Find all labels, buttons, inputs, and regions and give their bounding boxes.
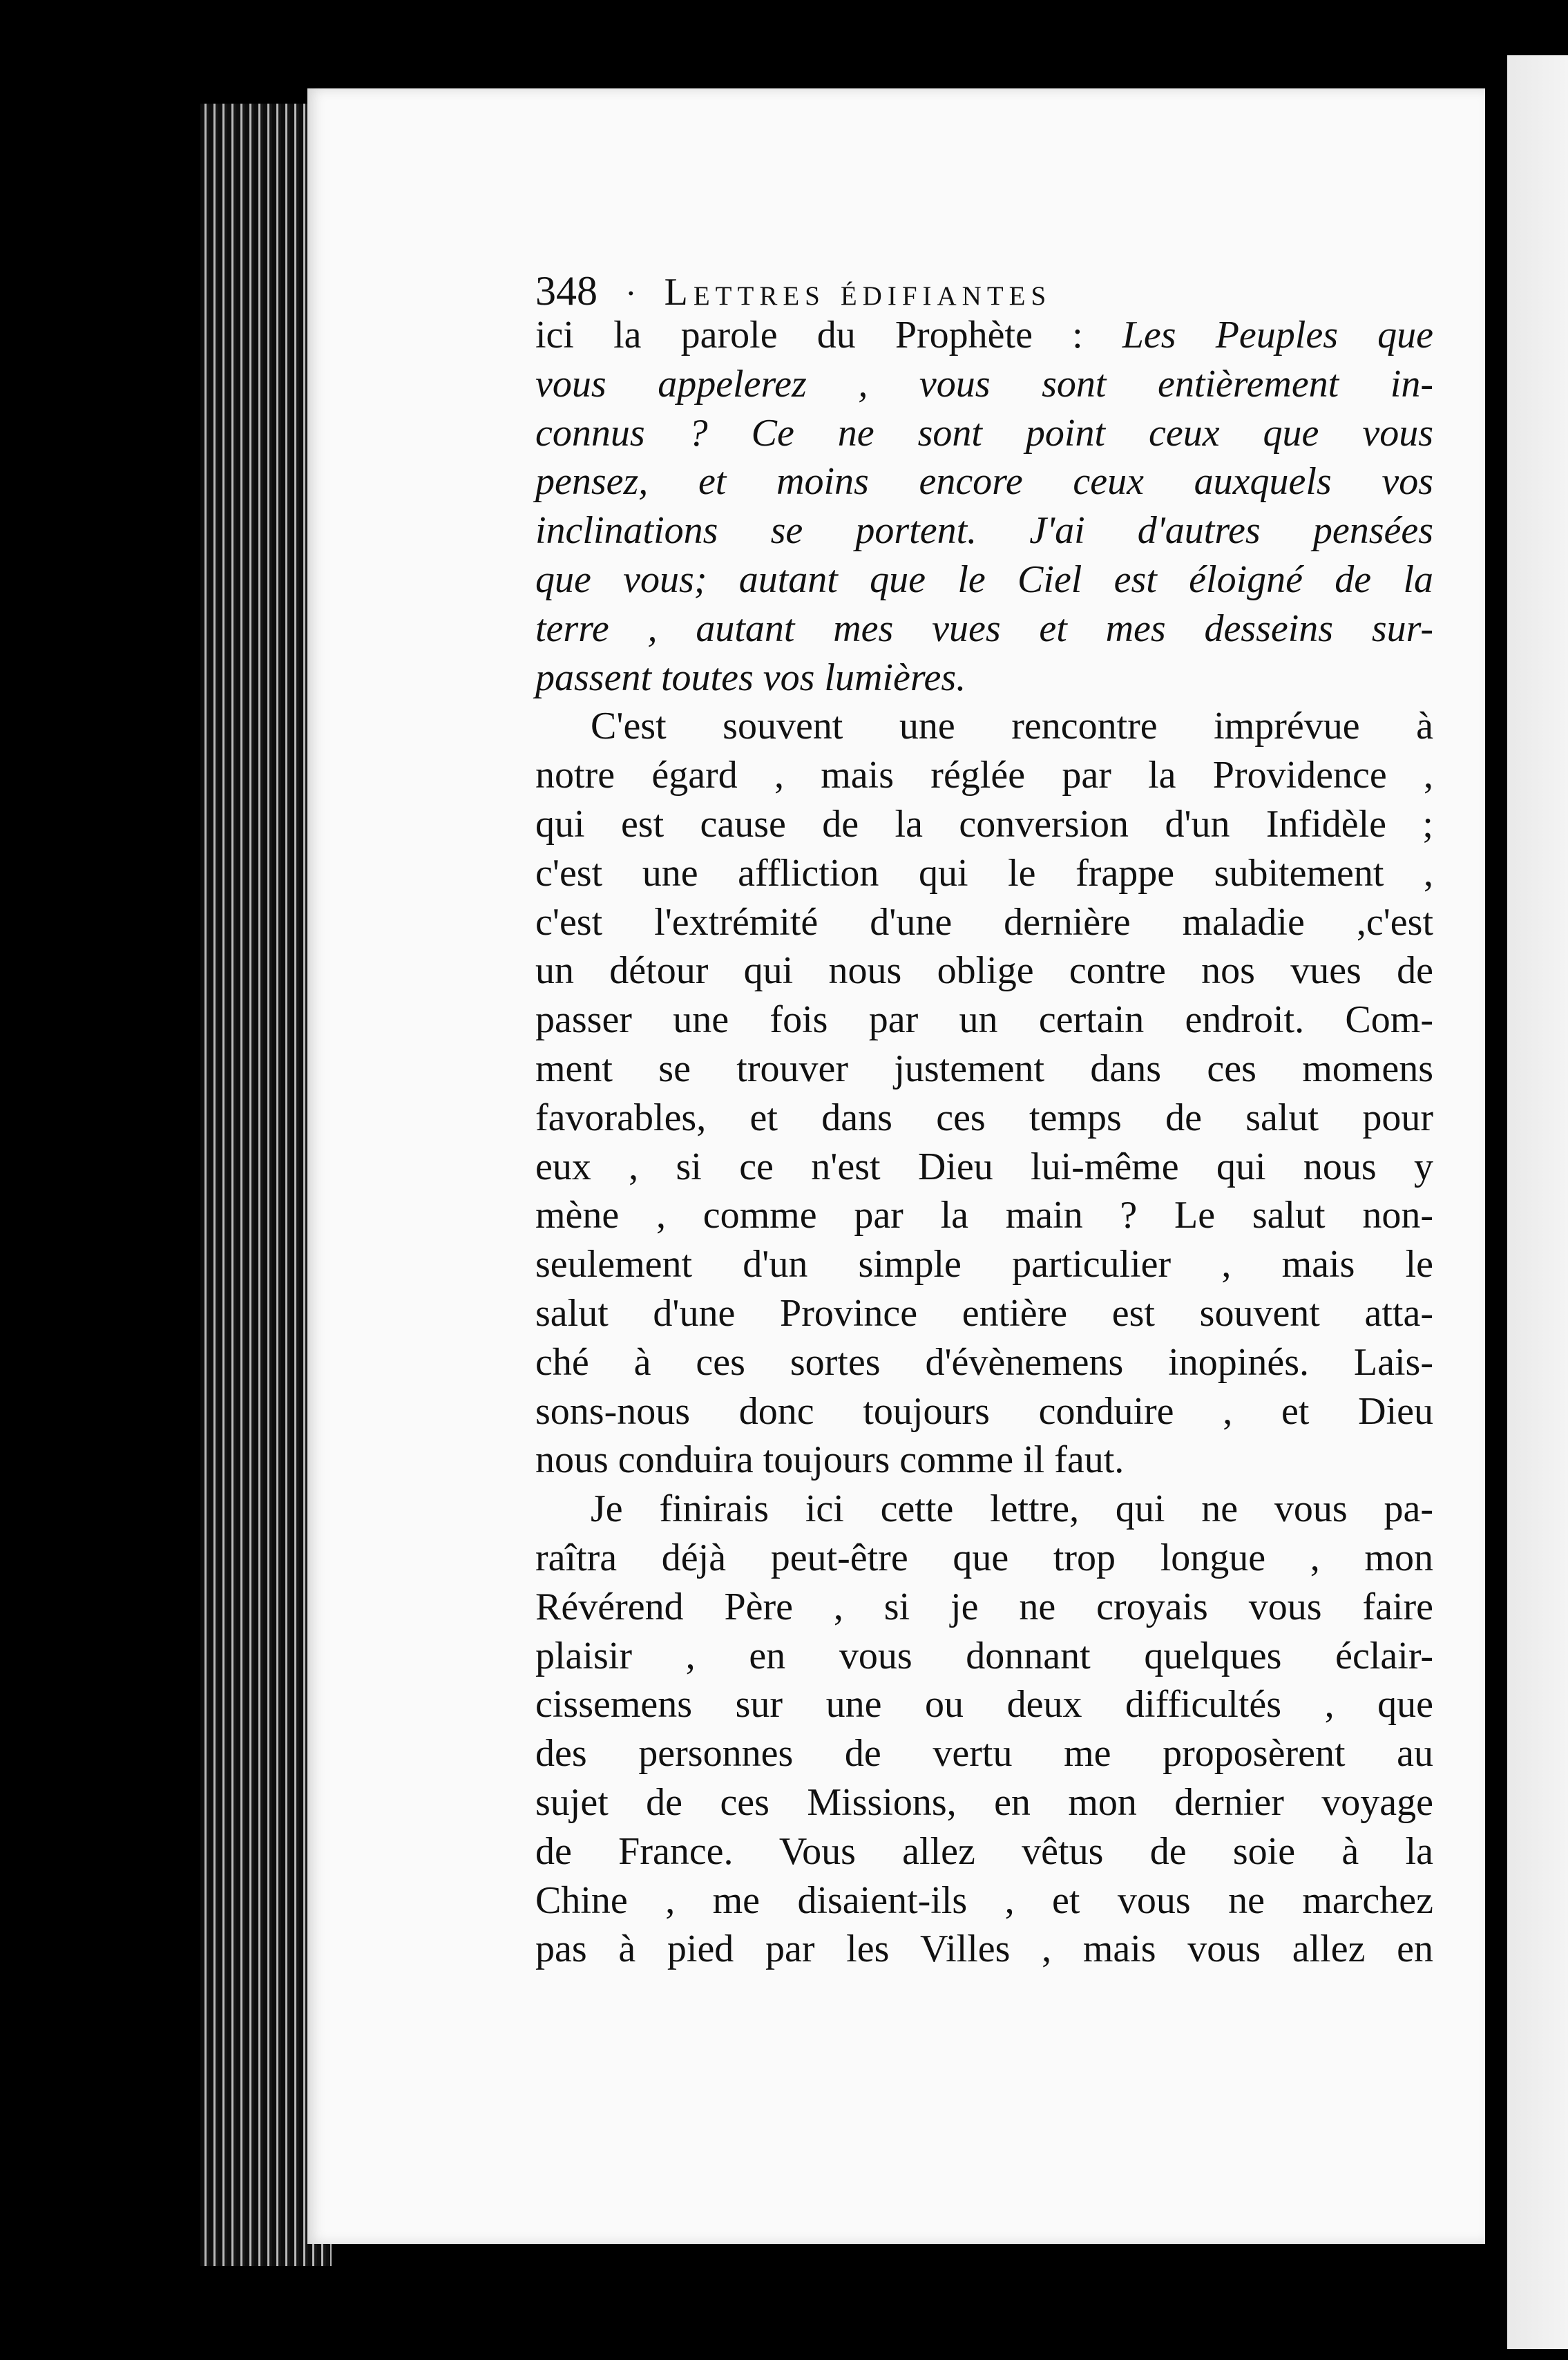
text-line [535,1729,1433,1778]
text-line [535,1045,1433,1094]
roman-text: cissemens sur une ou deux difficultés , que [535,1683,1433,1726]
italic-text: pensez, et moins encore ceux auxquels vos [535,460,1433,504]
text-line [535,1143,1433,1192]
roman-text: un détour qui nous oblige contre nos vues de [535,949,1433,993]
roman-text: C'est souvent une rencontre imprévue à [591,705,1433,748]
running-head-separator: · [625,274,637,312]
text-line [535,1289,1433,1338]
roman-text: pas à pied par les Villes , mais vous allez en [535,1928,1433,1971]
text-line [535,555,1433,605]
roman-text: mène , comme par la main ? Le salut non- [535,1194,1433,1237]
roman-text: c'est une affliction qui le frappe subitement , [535,851,1433,895]
italic-text: que vous; autant que le Ciel est éloigné de la [535,558,1433,601]
roman-text: ment se trouver justement dans ces momens [535,1047,1433,1090]
roman-text: Chine , me disaient-ils , et vous ne marchez [535,1878,1433,1922]
text-line [535,360,1433,409]
text-line [535,751,1433,800]
page-number: 348 [535,268,597,314]
text-line [535,1534,1433,1583]
text-line [535,1925,1433,1974]
italic-text: passent toutes vos lumières. [535,656,966,699]
text-block [535,267,1433,1974]
text-line [535,898,1433,947]
text-line [535,1387,1433,1436]
running-head-title: Lettres édifiantes [664,271,1052,314]
roman-text: Révérend Père , si je ne croyais vous faire [535,1585,1433,1628]
italic-text: Les Peuples que [1122,314,1433,356]
text-line [535,1240,1433,1289]
text-line [535,1583,1433,1632]
text-line [535,1680,1433,1729]
roman-text: ché à ces sortes d'évènemens inopinés. Lais- [535,1340,1433,1384]
roman-text: plaisir , en vous donnant quelques éclair- [535,1634,1433,1677]
text-line [535,605,1433,654]
roman-text: eux , si ce n'est Dieu lui-même qui nous y [535,1145,1433,1188]
roman-text: sons-nous donc toujours conduire , et Dieu [535,1389,1433,1433]
roman-text: sujet de ces Missions, en mon dernier voyage [535,1780,1433,1824]
text-line [535,1632,1433,1681]
text-line [535,946,1433,996]
text-line [535,457,1433,506]
roman-text: passer une fois par un certain endroit. Com- [535,998,1433,1042]
italic-text: vous appelerez , vous sont entièrement in- [535,362,1433,406]
text-line [535,1338,1433,1387]
text-line [535,1827,1433,1876]
text-line [535,996,1433,1045]
roman-text: des personnes de vertu me proposèrent au [535,1732,1433,1776]
page [307,88,1485,2244]
text-line [535,654,1433,703]
text-line [535,311,1433,360]
text-line [535,1436,1433,1485]
text-line [535,506,1433,555]
text-line [535,1191,1433,1240]
text-line [535,1485,1433,1534]
roman-text: notre égard , mais réglée par la Providence , [535,754,1433,797]
body-text [535,311,1433,1974]
text-line [535,1876,1433,1925]
italic-text: inclinations se portent. J'ai d'autres pensées [535,509,1433,553]
text-line [535,849,1433,898]
text-line [535,409,1433,458]
italic-text: connus ? Ce ne sont point ceux que vous [535,411,1433,455]
roman-text: c'est l'extrémité d'une dernière maladie ,c'est [535,900,1433,944]
roman-text: favorables, et dans ces temps de salut pour [535,1096,1433,1139]
facing-page-edge [1499,55,1568,2349]
roman-text: nous conduira toujours comme il faut. [535,1438,1125,1482]
roman-text: qui est cause de la conversion d'un Infidèle ; [535,802,1433,846]
text-line [535,1778,1433,1827]
running-head [535,267,1433,314]
text-line [535,1094,1433,1143]
italic-text: terre , autant mes vues et mes desseins sur- [535,607,1433,650]
roman-text: seulement d'un simple particulier , mais le [535,1243,1433,1286]
text-line [535,702,1433,751]
text-line [535,800,1433,849]
roman-text: Je finirais ici cette lettre, qui ne vous pa- [591,1487,1433,1531]
roman-text: salut d'une Province entière est souvent atta- [535,1291,1433,1335]
roman-text: ici la parole du Prophète : [535,314,1122,356]
roman-text: de France. Vous allez vêtus de soie à la [535,1829,1433,1873]
roman-text: raîtra déjà peut-être que trop longue , mon [535,1536,1433,1579]
